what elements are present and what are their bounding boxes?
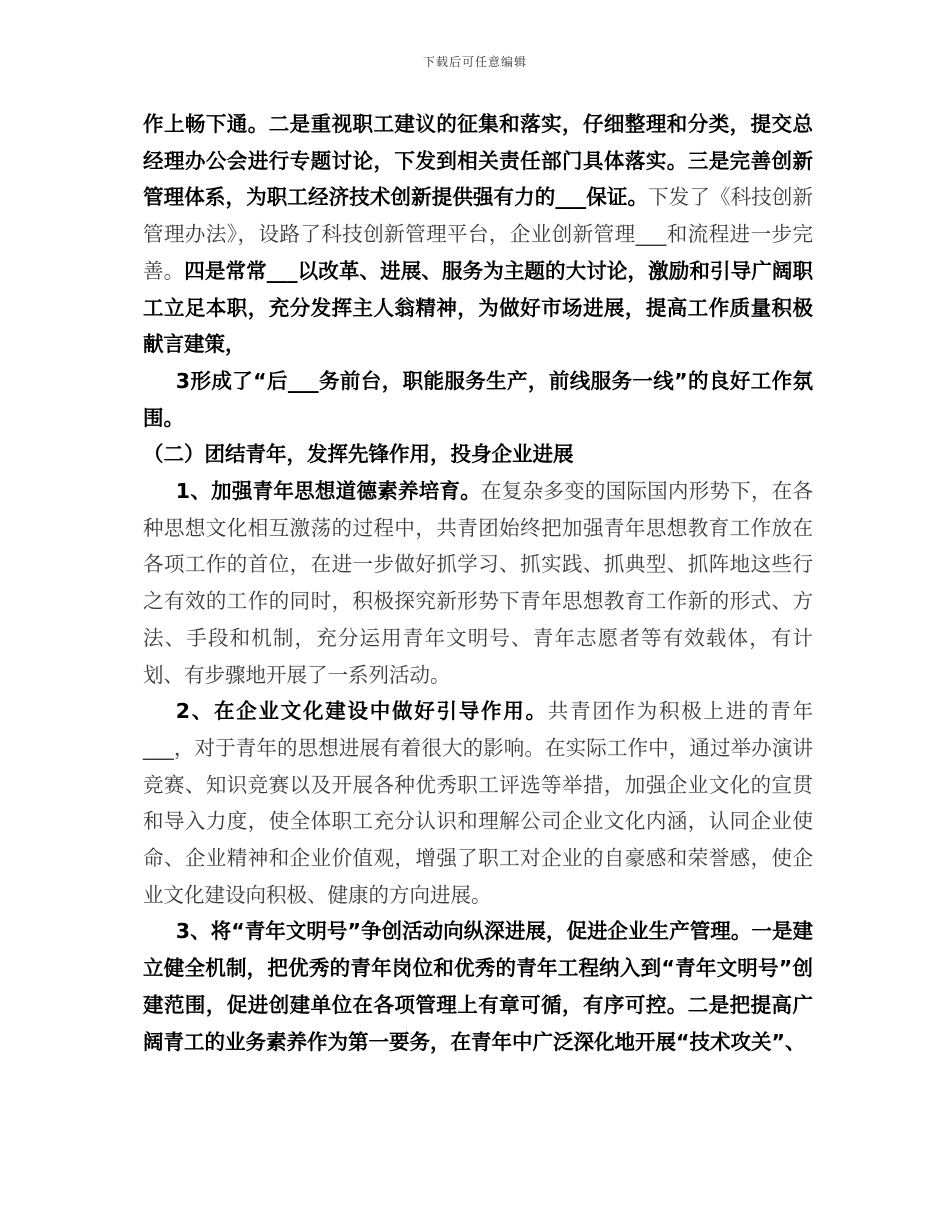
- section-heading: [143, 436, 813, 473]
- paragraph-6-run-1: 3、将“青年文明号”争创活动向纵深进展，促进企业生产管理。一是建立健全机制，把优秀的青年岗位和优秀的青年工程纳入到“青年文明号”创建范围，促进创建单位在各项管理上有章可循，有序可控。二是把提高广阔青工的业务素养作为第一要务，在青年中广泛深化地开展“技术攻关”、: [143, 919, 813, 1054]
- paragraph-4-run-2: 在复杂多变的国际国内形势下，在各种思想文化相互激荡的过程中，共青团始终把加强青年思想教育工作放在各项工作的首位，在进一步做好抓学习、抓实践、抓典型、抓阵地这些行之有效的工作的同时，积极探究新形势下青年思想教育工作新的形式、方法、手段和机制，充分运用青年文明号、青年志愿者等有效载体，有计划、有步骤地开展了一系列活动。: [143, 479, 813, 687]
- section-heading-text: （二）团结青年，发挥先锋作用，投身企业进展: [143, 442, 574, 467]
- paragraph-1-run-3: 四是常常___以改革、进展、服务为主题的大讨论，激励和引导广阔职工立足本职，充分发挥主人翁精神，为做好市场进展，提高工作质量积极献言建策，: [143, 258, 814, 357]
- paragraph-2: [143, 363, 813, 436]
- paragraph-4-run-1: 1、加强青年思想道德素养培育。: [175, 479, 482, 504]
- document-body: [143, 106, 813, 1060]
- paragraph-5-run-1: 2、在企业文化建设中做好引导作用。: [175, 699, 548, 724]
- paragraph-1-run-1: 作上畅下通。二是重视职工建议的征集和落实，仔细整理和分类，提交总经理办公会进行专题讨论，下发到相关责任部门具体落实。三是完善创新管理体系，为职工经济技术创新提供强有力的___保证。: [143, 112, 813, 210]
- page-header: 下载后可任意编辑: [422, 55, 527, 69]
- paragraph-6: [143, 913, 813, 1060]
- paragraph-1: [143, 106, 813, 363]
- paragraph-2-run-1: 3形成了“后___务前台，职能服务生产，前线服务一线”的良好工作氛围。: [143, 368, 813, 430]
- paragraph-4: [143, 473, 813, 693]
- paragraph-5: [143, 693, 813, 913]
- paragraph-1-run-2: 下发了《科技创新管理办法》，设路了科技创新管理平台，企业创新管理___和流程进一步完善。: [143, 185, 814, 283]
- paragraph-5-run-2: 共青团作为积极上进的青年___，对于青年的思想进展有着很大的影响。在实际工作中，通过举办演讲竞赛、知识竞赛以及开展各种优秀职工评选等举措，加强企业文化的宣贯和导入力度，使全体职工充分认识和理解公司企业文化内涵，认同企业使命、企业精神和企业价值观，增强了职工对企业的自豪感和荣誉感，使企业文化建设向积极、健康的方向进展。: [143, 699, 814, 907]
